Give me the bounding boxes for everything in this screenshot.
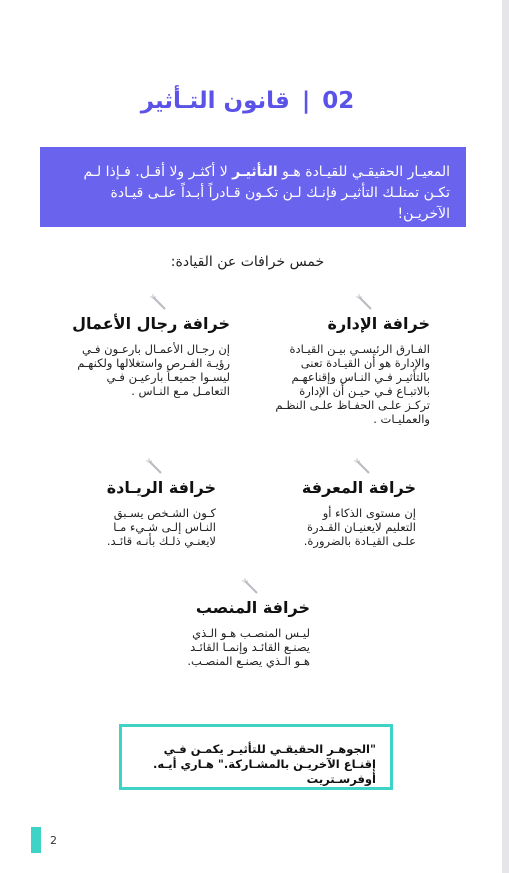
page-edge: [502, 0, 509, 873]
intro-highlight: التأثيـر: [232, 164, 278, 180]
intro-text-end: لا أكثـر ولا أقـل. فـإذا لـم تكـن تمتلـك التأثيـر فإنـك لـن تكـون قـادراً أبـداً علـى قيـادة الآخريـن!: [83, 164, 450, 222]
myth-body: كـون الشـخص يسـبق النـاس إلـى شـيء مـا لايعنـي ذلـك بأنـه قائـد.: [106, 506, 216, 548]
myth-title: خرافة الإدارة: [327, 314, 430, 333]
page-title: [0, 88, 495, 114]
myth-title: خرافة المعرفة: [301, 478, 416, 497]
page-tab-accent: [31, 827, 41, 853]
myth-card-pioneering: [90, 458, 216, 568]
myth-card-management: [274, 294, 430, 434]
myth-title: خرافة رجال الأعمال: [72, 314, 230, 333]
myth-title: خرافة الريـادة: [106, 478, 216, 497]
myth-card-knowledge: [296, 458, 416, 568]
magic-wand-icon: [356, 294, 374, 316]
magic-wand-icon: [150, 294, 168, 316]
myth-body: إن مستوى الذكاء أو التعليم لايعنيـان القـدرة علـى القيـادة بالضرورة.: [303, 506, 416, 548]
page-number: 2: [50, 834, 57, 847]
quote-box: "الجوهـر الحقيقـي للتأثيـر يكمـن فـي إقنـاع الآخريـن بالمشـاركة." هـاري أيـه. أوفرسـتريت: [119, 724, 393, 790]
chapter-title: قانون التـأثير: [140, 88, 290, 114]
magic-wand-icon: [242, 578, 260, 600]
intro-banner: [40, 147, 466, 227]
myth-body: ليـس المنصـب هـو الـذي يصنـع القائـد وإنمـا القائـد هـو الـذي يصنـع المنصـب.: [187, 626, 310, 668]
myth-body: الفـارق الرئيسـي بيـن القيـادة والإدارة هو أن القيـادة تعنى بالتأثيـر فـي النـاس وإقناعهـم بالاتبـاع فـي حيـن أن الإدارة تركـز علـى الحفـاظ علـى النظـم والعمليـات .: [275, 342, 430, 426]
myth-card-position: [186, 578, 310, 688]
myth-card-business: [72, 294, 230, 434]
myth-title: خرافة المنصب: [195, 598, 310, 617]
title-separator: |: [301, 88, 311, 114]
intro-text-start: المعيـار الحقيقـي للقيـادة هـو: [277, 164, 450, 180]
myths-subheading: خمس خرافات عن القيادة:: [170, 254, 325, 270]
myth-body: إن رجـال الأعمـال بارعـون فـي رؤيـة الفـرص واستغلالها ولكنهـم ليسـوا جميعـاً بارعيـن فـي التعامـل مـع النـاس .: [77, 342, 230, 398]
magic-wand-icon: [354, 458, 372, 480]
chapter-number: 02: [322, 88, 355, 114]
magic-wand-icon: [146, 458, 164, 480]
